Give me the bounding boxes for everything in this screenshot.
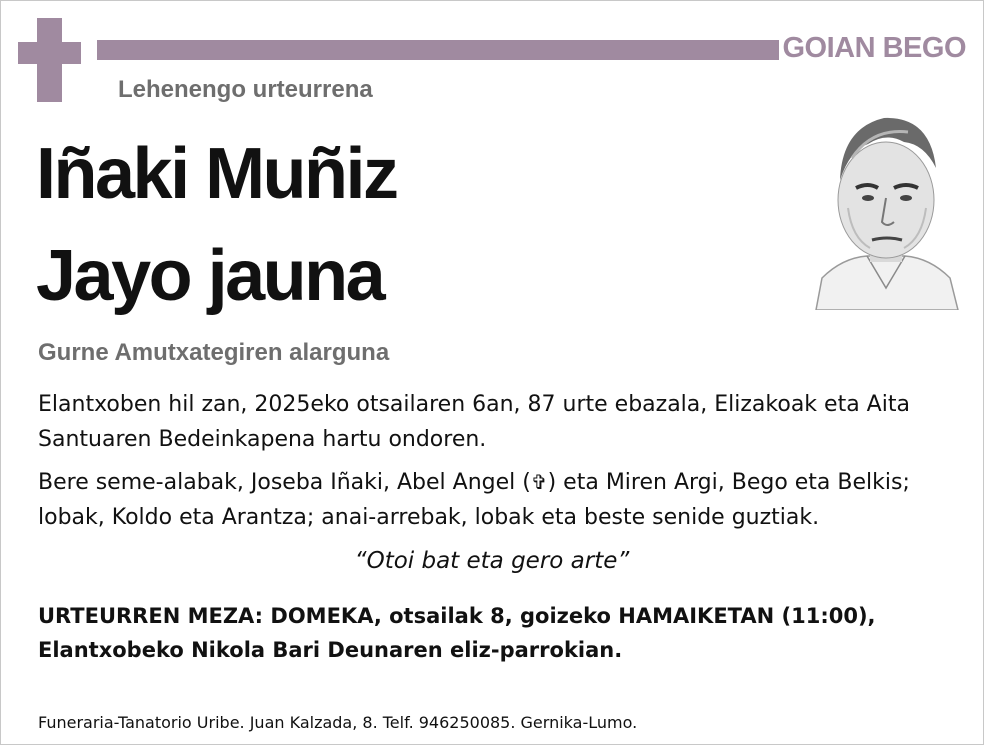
cross-icon-bar <box>18 42 81 64</box>
portrait-photo <box>812 98 960 310</box>
death-notice-paragraph: Elantxoben hil zan, 2025eko otsailaren 6an, 87 urte ebazala, Elizakoak eta Aita Santuaren Bedeinkapena hartu ondoren. <box>38 392 910 452</box>
small-cross-icon: ✞ <box>530 470 548 494</box>
mass-announcement: URTEURREN MEZA: DOMEKA, otsailak 8, goizeko HAMAIKETAN (11:00), Elantxobeko Nikola Bari Deunaren eliz-parrokian. <box>38 604 876 662</box>
deceased-name-line1: Iñaki Muñiz <box>36 134 397 214</box>
anniversary-subtitle: Lehenengo urteurrena <box>118 76 373 103</box>
header-rule <box>97 40 779 60</box>
prayer-quote: “Otoi bat eta gero arte” <box>354 548 630 574</box>
deceased-name-line2: Jayo jauna <box>36 236 384 316</box>
family-text-part2: ) eta Miren Argi, Bego eta Belkis; lobak, Koldo eta Arantza; anai-arrebak, lobak eta beste senide guztiak. <box>38 470 910 530</box>
spouse-line: Gurne Amutxategiren alarguna <box>38 339 390 366</box>
family-text-part1: Bere seme-alabak, Joseba Iñaki, Abel Angel ( <box>38 470 531 495</box>
section-label: GOIAN BEGO <box>782 32 966 64</box>
funeral-home-footer: Funeraria-Tanatorio Uribe. Juan Kalzada, 8. Telf. 946250085. Gernika-Lumo. <box>38 713 638 732</box>
family-paragraph <box>38 465 968 535</box>
